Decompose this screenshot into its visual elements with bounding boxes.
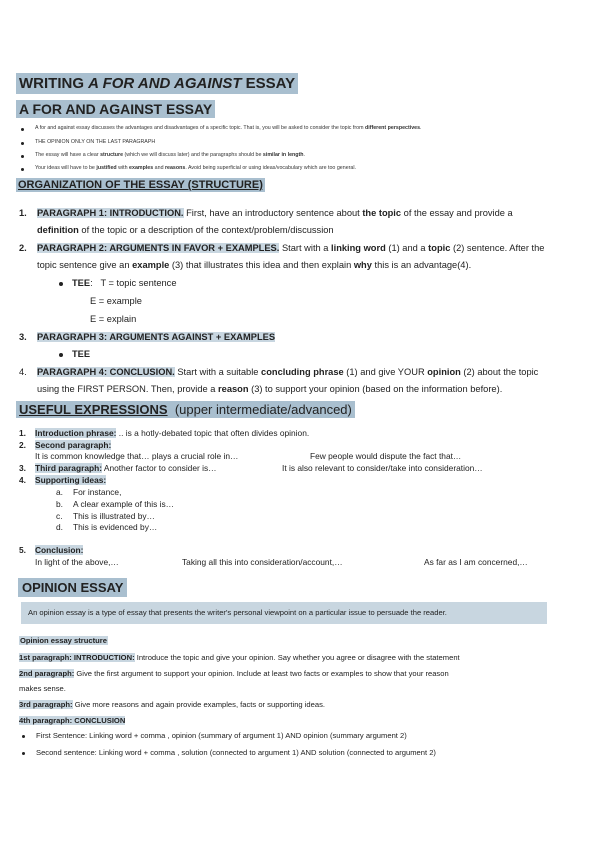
section-heading-organization: ORGANIZATION OF THE ESSAY (STRUCTURE) (18, 179, 263, 191)
section-heading-for-against: A FOR AND AGAINST ESSAY (16, 100, 215, 118)
opinion-paragraph-1: 1st paragraph: INTRODUCTION: Introduce the topic and give your opinion. Say whether you agree or disagree with the statement (19, 653, 460, 662)
expression: Few people would dispute the fact that… (310, 451, 462, 461)
sub-item: For instance, (73, 487, 122, 497)
list-item: PARAGRAPH 4: CONCLUSION. Start with a suitable concluding phrase (1) and give YOUR opinion (2) about the topic (37, 367, 539, 377)
list-number: 4. (19, 475, 26, 485)
opinion-structure-heading: Opinion essay structure (20, 636, 107, 645)
tee-item: TEE (72, 349, 91, 359)
opinion-paragraph-2-continued: makes sense. (19, 684, 66, 693)
list-item: First Sentence: Linking word + comma , opinion (summary of argument 1) AND opinion (summary argument 2) (36, 731, 407, 740)
list-number: 3. (19, 463, 26, 473)
list-item: Conclusion: (35, 545, 84, 555)
list-item: The essay will have a clear structure (which we will discuss later) and the paragraphs should be similar in length. (35, 152, 306, 158)
tee-explain: E = explain (90, 314, 137, 324)
section-heading-opinion-essay: OPINION ESSAY (18, 578, 127, 597)
list-item: A for and against essay discusses the advantages and disadvantages of a specific topic. That is, you will be asked to consider the topic from different perspectives. (35, 125, 422, 131)
list-number: 3. (19, 332, 27, 342)
sub-item: A clear example of this is… (73, 499, 175, 509)
list-item: PARAGRAPH 1: INTRODUCTION. First, have an introductory sentence about the topic of the essay and provide a (37, 208, 513, 218)
expression: As far as I am concerned,… (424, 557, 528, 567)
expression: It is common knowledge that… plays a crucial role in… (35, 451, 239, 461)
list-item-continued: definition of the topic or a description of the context/problem/discussion (37, 225, 334, 235)
sub-item: This is evidenced by… (73, 522, 158, 532)
list-number: 1. (19, 208, 27, 218)
sub-letter: d. (56, 522, 63, 532)
list-item: PARAGRAPH 2: ARGUMENTS IN FAVOR + EXAMPLES. Start with a linking word (1) and a topic (2) sentence. After the (37, 243, 545, 253)
expression: Taking all this into consideration/account,… (182, 557, 343, 567)
sub-letter: a. (56, 487, 63, 497)
list-number: 5. (19, 545, 26, 555)
bullet-dot (21, 168, 24, 171)
list-number: 2. (19, 243, 27, 253)
list-number: 2. (19, 440, 26, 450)
list-item: Second sentence: Linking word + comma , solution (connected to argument 1) AND solution (connected to argument 2) (36, 748, 436, 757)
opinion-paragraph-3: 3rd paragraph: Give more reasons and again provide examples, facts or supporting ideas. (19, 700, 326, 709)
title-part-3: ESSAY (241, 75, 296, 92)
bullet-dot (21, 155, 24, 158)
tee-example: E = example (90, 296, 142, 306)
list-item: Supporting ideas: (35, 475, 107, 485)
list-item-continued: topic sentence give an example (3) that illustrates this idea and then explain why this is an advantage(4). (37, 260, 472, 270)
list-item: Introduction phrase: .. is a hotly-debated topic that often divides opinion. (35, 428, 310, 438)
opinion-paragraph-2: 2nd paragraph: Give the first argument to support your opinion. Include at least two facts or examples to show that your reason (19, 669, 449, 678)
sub-letter: c. (56, 511, 63, 521)
list-number: 4. (19, 367, 27, 377)
list-item-continued: using the FIRST PERSON. Then, provide a reason (3) to support your opinion (based on the information before). (37, 384, 503, 394)
opinion-paragraph-4: 4th paragraph: CONCLUSION (19, 716, 126, 725)
title-part-1: WRITING (19, 75, 89, 92)
list-number: 1. (19, 428, 26, 438)
page-title (16, 73, 298, 94)
expression: It is also relevant to consider/take into consideration… (282, 463, 483, 473)
list-item: THE OPINION ONLY ON THE LAST PARAGRAPH (35, 139, 156, 145)
bullet-dot (59, 282, 63, 286)
sub-letter: b. (56, 499, 63, 509)
bullet-dot (22, 735, 25, 738)
bullet-dot (21, 128, 24, 131)
bullet-dot (22, 752, 25, 755)
list-item: Your ideas will have to be justified with examples and reasons. Avoid being superficial or using ideas/vocabulary which are too general. (35, 165, 356, 171)
list-item: PARAGRAPH 3: ARGUMENTS AGAINST + EXAMPLES (37, 332, 276, 342)
bullet-dot (59, 353, 63, 357)
expression: In light of the above,… (35, 557, 119, 567)
list-item: Third paragraph: Another factor to consider is… (35, 463, 217, 473)
sub-item: This is illustrated by… (73, 511, 155, 521)
tee-item: TEE: T = topic sentence (72, 278, 177, 288)
title-part-2: A FOR AND AGAINST (88, 75, 242, 92)
list-item: Second paragraph: (35, 440, 112, 450)
bullet-dot (21, 142, 24, 145)
section-heading-useful-expressions: USEFUL EXPRESSIONS (upper intermediate/advanced) (16, 401, 355, 418)
opinion-intro-text: An opinion essay is a type of essay that presents the writer's personal viewpoint on a particular issue to persuade the reader. (28, 608, 447, 617)
